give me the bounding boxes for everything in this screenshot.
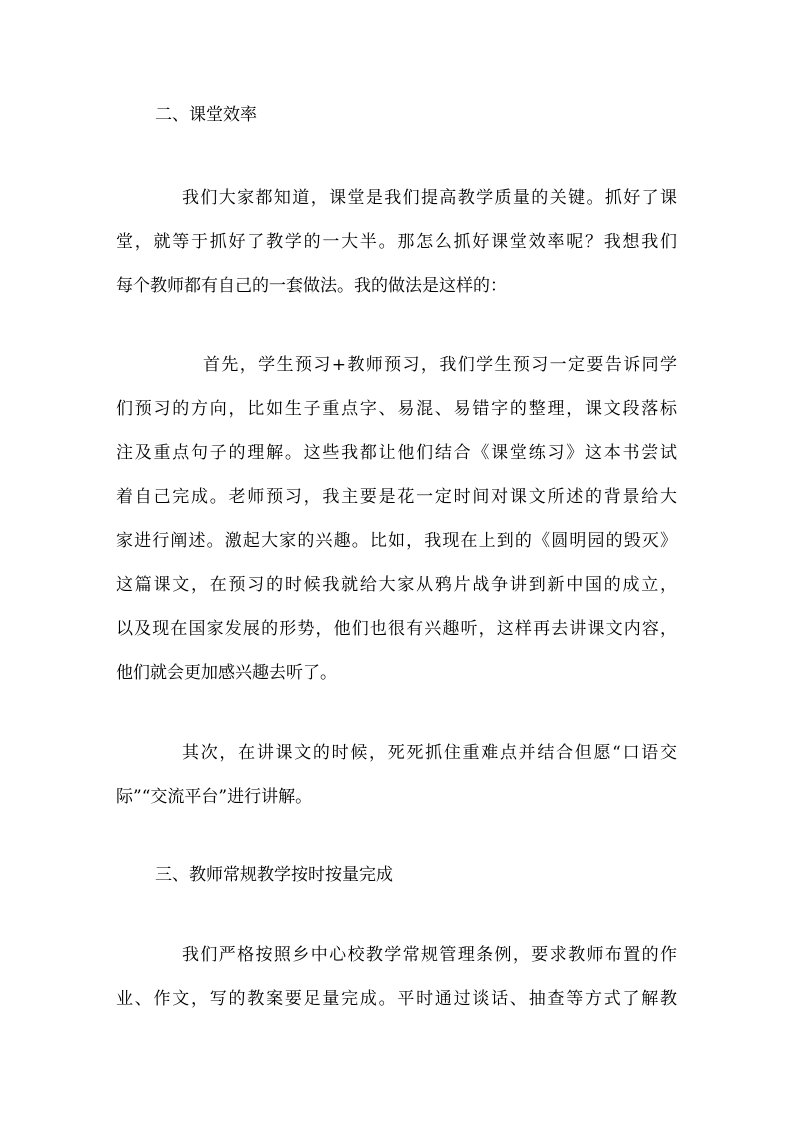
paragraph-1-line: 堂，就等于抓好了教学的一大半。那怎么抓好课堂效率呢？我想我们 (116, 232, 677, 252)
section-heading-2: 二、课堂效率 (155, 105, 257, 125)
paragraph-2-line: 家进行阐述。激起大家的兴趣。比如，我现在上到的《圆明园的毁灭》 (116, 531, 677, 551)
paragraph-1-line: 我们大家都知道，课堂是我们提高教学质量的关键。抓好了课 (182, 188, 677, 208)
paragraph-1-line: 每个教师都有自己的一套做法。我的做法是这样的： (116, 276, 507, 296)
paragraph-2-line: 着自己完成。老师预习，我主要是花一定时间对课文所述的背景给大 (116, 487, 677, 507)
section-heading-3: 三、教师常规教学按时按量完成 (155, 865, 393, 885)
paragraph-2-line: 们预习的方向，比如生子重点字、易混、易错字的整理，课文段落标 (116, 399, 677, 419)
paragraph-2-line: 以及现在国家发展的形势，他们也很有兴趣听，这样再去讲课文内容， (116, 619, 677, 639)
paragraph-2-line: 这篇课文，在预习的时候我就给大家从鸦片战争讲到新中国的成立， (116, 575, 677, 595)
paragraph-2-line: 他们就会更加感兴趣去听了。 (116, 663, 337, 683)
paragraph-2-line: 注及重点句子的理解。这些我都让他们结合《课堂练习》这本书尝试 (116, 443, 677, 463)
paragraph-3-line: 其次，在讲课文的时候，死死抓住重难点并结合但愿“口语交 (182, 743, 677, 763)
paragraph-4-line: 业、作文，写的教案要足量完成。平时通过谈话、抽查等方式了解教 (116, 989, 677, 1009)
paragraph-3-line: 际”“交流平台”进行讲解。 (116, 787, 313, 807)
paragraph-2-line: 首先，学生预习+教师预习，我们学生预习一定要告诉同学 (203, 355, 677, 375)
paragraph-4-line: 我们严格按照乡中心校教学常规管理条例，要求教师布置的作 (182, 945, 677, 965)
